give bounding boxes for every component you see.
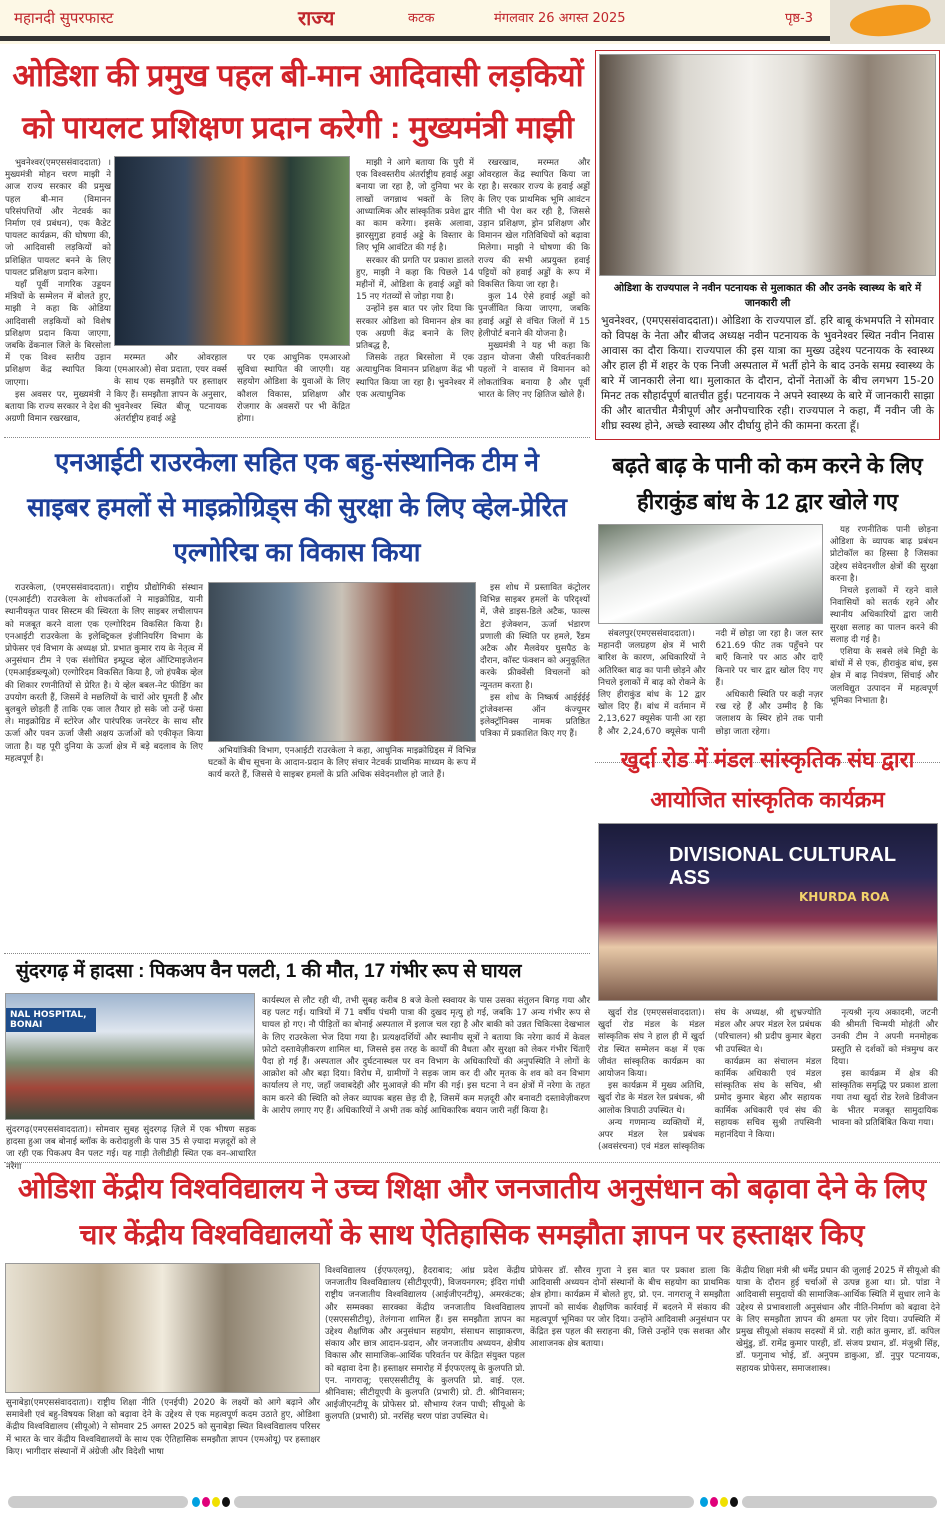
- headline-nit-rourkela: एनआईटी राउरकेला सहित एक बहु-संस्थानिक टीम ने साइबर हमलों से माइक्रोग्रिड्स की सुरक्षा के लिए व्हेल-प्रेरित एल्गोरिद्म का विकास किया: [27, 447, 567, 567]
- article-university-col2: प्रोफेसर डॉ. सौरव गुप्ता ने इस बात पर प्रकाश डाला कि आदिवासी अध्ययन दोनों संस्थानों के बीच सहयोग का प्राथमिक क्षेत्र होगा। कार्यक्रम में बोलते हुए, प्रो. एन. नागराजू ने समझौता ज्ञापनों को सार्थक शैक्षणिक कार्रवाई में बदलने में संकाय की महत्वपूर्ण भूमिका पर जोर दिया। उन्होंने आदिवासी अनुसंधान पर केंद्रित इस पहल की सराहना की, जिसे उन्होंने एक सशक्त और आशाजनक क्षेत्र बताया।: [530, 1266, 730, 1350]
- cultural-event-photo: [598, 823, 938, 1001]
- paragraph: निचले इलाकों में रहने वाले निवासियों को सतर्क रहने और स्थानीय अधिकारियों द्वारा जारी सुरक्षा सलाह का पालन करने की सलाह दी गई है।: [830, 586, 938, 645]
- headline-hirakud: बढ़ते बाढ़ के पानी को कम करने के लिए हीराकुंड बांध के 12 द्वार खोले गए: [612, 453, 923, 514]
- headline-central-university: ओडिशा केंद्रीय विश्वविद्यालय ने उच्च शिक्षा और जनजातीय अनुसंधान को बढ़ावा देने के लिए चार केंद्रीय विश्वविद्यालयों के साथ ऐतिहासिक समझौता ज्ञापन पर हस्ताक्षर किए: [17, 1173, 927, 1250]
- registration-dot-cyan: [192, 1497, 200, 1507]
- paragraph: कुल 14 ऐसे हवाई अड्डों को पुनर्जीवित किया जाएगा, जबकि हवाई अड्डों से वंचित जिलों में 15 हेलीपोर्ट बनाने की योजना है।: [478, 292, 590, 339]
- article-nit-col1: [5, 582, 203, 950]
- paragraph: मुख्यमंत्री ने यह भी कहा कि उड़ान योजना जैसी परिवर्तनकारी पहलों ने वास्तव में विमानन को लोकतांत्रिक बनाया है और पूर्वी भारत के लिए नए क्षितिज खोले हैं।: [478, 341, 590, 400]
- section-name: राज्य: [298, 6, 335, 30]
- governor-visit-headline: ओडिशा के राज्यपाल ने नवीन पटनायक से मुलाकात की और उनके स्वास्थ्य के बारे में जानकारी ली: [613, 283, 922, 309]
- registration-dot-yellow: [720, 1497, 728, 1507]
- paragraph: संबलपुर(एमएससंवाददाता)। महानदी जलग्रहण क्षेत्र में भारी बारिश के कारण, अधिकारियों ने अतिरिक्त बाढ़ का पानी छोड़ने और निचले इलाकों में बाढ़ को रोकने के लिए हीराकुंड बांध के 12 द्वार खोल दिए हैं। बांध में वर्तमान में 2,13,627 क्यूसेक पानी आ रहा है और 2,24,670 क्यूसेक पानी नदी में छोड़ा जा रहा है। जल स्तर 621.69 फीट तक पहुँचने पर बाएँ किनारे पर आठ और दाएँ किनारे पर चार द्वार खोल दिए गए हैं।: [598, 629, 823, 737]
- registration-dot-black: [730, 1497, 738, 1507]
- masthead-rule: [0, 36, 830, 41]
- paragraph: अधिकारी स्थिति पर कड़ी नज़र रख रहे हैं और उम्मीद है कि जलाशय के स्थिर होने तक पानी छोड़ा जाता रहेगा।: [715, 690, 823, 737]
- event-banner-subtext: KHURDA ROA: [799, 890, 890, 904]
- chief-minister-photo: [114, 156, 350, 346]
- date: मंगलवार 26 अगस्त 2025: [494, 11, 626, 26]
- headline-bmaan: ओडिशा की प्रमुख पहल बी-मान आदिवासी लड़कियों को पायलट प्रशिक्षण प्रदान करेगी : मुख्यमंत्री माझी: [12, 58, 584, 145]
- odisha-map-icon: [830, 0, 945, 44]
- paragraph: पर एक आधुनिक एमआरओ सुविधा स्थापित की जाएगी। यह सहयोग ओडिशा के युवाओं के लिए कौशल विकास, प्रशिक्षण और रोजगार के अवसरों पर भी केंद्रित होगा।: [237, 353, 350, 425]
- article-university-lead: सुनाबेड़ा(एमएससंवाददाता)। राष्ट्रीय शिक्षा नीति (एनईपी) 2020 के लक्ष्यों को आगे बढ़ाने और समावेशी एवं बहु-विषयक शिक्षा को बढ़ावा देने के उद्देश्य से एक महत्वपूर्ण कदम उठाते हुए, ओडिशा केंद्रीय विश्वविद्यालय (सीयूओ) ने सोमवार 25 अगस्त 2025 को सुनाबेड़ा स्थित विश्वविद्यालय परिसर में भारत के चार केंद्रीय विश्वविद्यालयों के साथ एक ऐतिहासिक समझौता ज्ञापन (एमओयू) पर हस्ताक्षर किए। भागीदार संस्थानों में अंग्रेजी और विदेशी भाषा: [6, 1398, 320, 1457]
- article-bmaan-col2: [114, 352, 350, 430]
- governor-visit-body: भुवनेश्वर, (एमएससंवाददाता)। ओडिशा के राज्यपाल डॉ. हरि बाबू कंभमपति ने सोमवार को विपक्ष के नेता और बीजद अध्यक्ष नवीन पटनायक के भुवनेश्वर स्थित नवीन निवास आवास का दौरा किया। राज्यपाल की इस यात्रा का मुख्य उद्देश्य पटनायक के स्वास्थ्य और हाल ही में शहर के एक निजी अस्पताल में भर्ती होने के बाद उनके समग्र स्वास्थ्य के बारे में जानकारी लेना था। मुलाकात के दौरान, दोनों नेताओं के बीच लगभग 15-20 मिनट तक सौहार्दपूर्ण बातचीत हुई। पटनायक ने अपने स्वास्थ्य के बारे में जानकारी साझा की और बातचीत मैत्रीपूर्ण और अनौपचारिक रही। राज्यपाल ने कहा, मैं नवीन जी के शीघ्र स्वस्थ होने, अच्छे स्वास्थ्य और दीर्घायु होने की कामना करता हूँ।: [601, 315, 934, 432]
- divider: [4, 953, 590, 954]
- paragraph: इस कार्यक्रम में क्षेत्र की सांस्कृतिक समृद्धि पर प्रकाश डाला गया तथा खुर्दा रोड रेलवे डिवीजन के भीतर मजबूत सामुदायिक भावना को प्रतिबिंबित किया गया।: [831, 1069, 938, 1128]
- paragraph: इस कार्यक्रम में मुख्य अतिथि, खुर्दा रोड के मंडल रेल प्रबंधक, श्री आलोक त्रिपाठी उपस्थित थे।: [598, 1081, 705, 1116]
- headline-sundargarh: सुंदरगढ़ में हादसा : पिकअप वैन पलटी, 1 की मौत, 17 गंभीर रूप से घायल: [16, 961, 522, 982]
- event-banner-text: DIVISIONAL CULTURAL ASS: [669, 844, 896, 889]
- paragraph: इस अवसर पर, मुख्यमंत्री ने बताया कि राज्य सरकार ने देश की अग्रणी विमान रखरखाव,: [5, 389, 111, 425]
- article-bmaan-col4: [478, 157, 590, 429]
- article-sundargarh-lead: सुंदरगढ़(एमएससंवाददाता)। सोमवार सुबह सुंदरगढ़ ज़िले में एक भीषण सड़क हादसा हुआ जब बोनाई ब्लॉक के करोदाहुली के पास 35 से ज़्यादा मज़दूरों को ले जा रही एक पिकअप वैन पलट गई। यह गाड़ी तेलीडीही स्थित एक वन-आधारित नरेगा: [6, 1125, 256, 1172]
- article-university-col1: विश्वविद्यालय (ईएफएलयू), हैदराबाद; आंध्र प्रदेश केंद्रीय जनजातीय विश्वविद्यालय (सीटीयूएपी), विजयनगरम; इंदिरा गांधी राष्ट्रीय जनजातीय विश्वविद्यालय (आईजीएनटीयू), अमरकंटक; और सम्मक्का सारक्का केंद्रीय जनजातीय विश्वविद्यालय (एसएससीटीयू), तेलंगाना शामिल हैं। इस समझौता ज्ञापन का उद्देश्य शैक्षणिक और अनुसंधान सहयोग, संसाधन साझाकरण, संकाय और छात्र आदान-प्रदान, और जनजातीय अध्ययन, क्षेत्रीय विकास और सामाजिक-आर्थिक परिवर्तन पर केंद्रित संयुक्त पहल को बढ़ावा देना है। हस्ताक्षर समारोह में ईएफएलयू के कुलपति प्रो. एन. नागराजू; एसएससीटीयू के कुलपति प्रो. वाई. एल. श्रीनिवास; सीटीयूएपी के कुलपति (प्रभारी) प्रो. टी. श्रीनिवासन; आईजीएनटीयू के प्रोफेसर प्रो. सौभाग्य रंजन पाधी; सीयूओ के कुलपति (प्रभारी) प्रो. नरसिंह चरण पांडा उपस्थित थे।: [325, 1266, 525, 1423]
- article-nit-col3: [480, 582, 590, 950]
- registration-dot-yellow: [212, 1497, 220, 1507]
- paragraph: रखरखाव, मरम्मत और ओवरहाल केंद्र स्थापित किया जा रहा है। सरकार राज्य के हवाई अड्डों के लिए एक प्राथमिक भूमि आवंटन नीति भी पेश कर रही है, जिससे उड़ान प्रशिक्षण, ड्रोन प्रशिक्षण और विमानन खेल गतिविधियों को बढ़ावा मिलेगा। माझी ने घोषणा की कि राज्य की सभी अप्रयुक्त हवाई पट्टियों को हवाई अड्डों के रूप में विकसित किया जा रहा है।: [478, 158, 590, 291]
- paragraph: नृत्यश्री नृत्य अकादमी, जटनी की श्रीमती चिन्मयी मोहंती और उनकी टीम ने अपनी मनमोहक प्रस्तुति से दर्शकों को मंत्रमुग्ध कर दिया।: [831, 1008, 938, 1067]
- governor-visit-box: [595, 50, 940, 440]
- paragraph: भुवनेश्वर(एमएससंवाददाता) । मुख्यमंत्री मोहन चरण माझी ने आज राज्य सरकार की प्रमुख पहल बी-मान (विमानन परिसंपत्तियों और नेटवर्क का निर्माण एवं प्रबंधन), एक कैडेट पायलट कार्यक्रम, की घोषणा की, जो आदिवासी लड़कियों को प्रशिक्षित पायलट बनने के लिए पायलट प्रशिक्षण प्रदान करेगा।: [5, 158, 111, 278]
- hospital-sign: NAL HOSPITAL, BONAI: [6, 1008, 96, 1032]
- page-number: पृष्ठ-3: [785, 11, 814, 26]
- newspaper-name: महानदी सुपरफास्ट: [14, 9, 114, 27]
- paragraph: कार्यक्रम का संचालन मंडल कार्मिक अधिकारी एवं मंडल सांस्कृतिक संघ के सचिव, श्री प्रमोद कुमार बेहरा और सहायक कार्मिक अधिकारी एवं संघ की सहायक सचिव सुश्री तपस्विनी महानंदिया ने किया।: [714, 1056, 822, 1141]
- registration-dot-magenta: [710, 1497, 718, 1507]
- paragraph: यह रणनीतिक पानी छोड़ना ओडिशा के व्यापक बाढ़ प्रबंधन प्रोटोकॉल का हिस्सा है जिसका उद्देश्य संवेदनशील क्षेत्रों की सुरक्षा करना है।: [830, 525, 938, 584]
- headline-khurda-road: खुर्दा रोड में मंडल सांस्कृतिक संघ द्वारा आयोजित सांस्कृतिक कार्यक्रम: [620, 747, 915, 812]
- paragraph: मरम्मत और ओवरहाल (एमआरओ) सेवा प्रदाता, एयर वर्क्स के साथ एक समझौते पर हस्ताक्षर किए हैं। समझौता ज्ञापन के अनुसार, भुवनेश्वर स्थित बीजू पटनायक अंतर्राष्ट्रीय हवाई अड्डे: [114, 353, 227, 425]
- divider: [4, 1162, 940, 1163]
- paragraph: उन्होंने इस बात पर ज़ोर दिया कि सरकार ओडिशा को विमानन क्षेत्र का एक अग्रणी केंद्र बनाने के लिए प्रतिबद्ध है,: [356, 304, 474, 352]
- paragraph: अभियांत्रिकी विभाग, एनआईटी राउरकेला ने कहा, आधुनिक माइक्रोग्रिड्स में विभिन्न घटकों के बीच सूचना के आदान-प्रदान के लिए संचार नेटवर्क प्राथमिक माध्यम के रूप में कार्य करते हैं, जिससे ये साइबर हमलों के प्रति अधिक संवेदनशील हो जाते हैं।: [208, 746, 476, 781]
- paragraph: सरकार की प्रगति पर प्रकाश डालते हुए, माझी ने कहा कि पिछले 14 महीनों में, ओडिशा के हवाई अड्डों को 15 नए गंतव्यों से जोड़ा गया है।: [356, 255, 474, 303]
- city: कटक: [408, 11, 435, 26]
- article-sundargarh-body: कार्यस्थल से लौट रही थी, तभी सुबह करीब 8 बजे केलो स्क्वायर के पास उसका संतुलन बिगड़ गया और वह पलट गई। यात्रियों में 71 वर्षीय पंचमी पात्रा की दुखद मृत्यु हो गई, जबकि 17 अन्य गंभीर रूप से घायल हो गए। नौ पीड़ितों का बोनाई अस्पताल में इलाज चल रहा है और बाकी को उन्नत चिकित्सा देखभाल के लिए राउरकेला भेज दिया गया है। प्रत्यक्षदर्शियों और स्थानीय सूत्रों ने बताया कि नरेगा कार्य में केवल फ़ोटो दस्तावेज़ीकरण शामिल था, जिससे इस तरह के कार्यों की वैधता और सुरक्षा को लेकर गंभीर चिंताएँ पैदा हो गई हैं। अस्पताल और दुर्घटनास्थल पर वन विभाग के अधिकारियों की अनुपस्थिति ने लोगों के आक्रोश को और बढ़ा दिया। विरोध में, ग्रामीणों ने सड़क जाम कर दी और मृतक के शव को वन विभाग कार्यालय ले गए, जहाँ जवाबदेही और मुआवज़े की माँग की गई। इस घटना ने वन क्षेत्रों में नरेगा के तहत काम करने की स्थिति को लेकर व्यापक बहस छेड़ दी है, जिसमें कम मज़दूरी और बनावटी दस्तावेज़ीकरण के आरोप लगाए गए हैं। अधिकारियों ने अभी तक कोई आधिकारिक बयान जारी नहीं किया है।: [262, 996, 590, 1116]
- hirakud-dam-photo: [598, 524, 823, 624]
- registration-dot-cyan: [700, 1497, 708, 1507]
- registration-dot-magenta: [202, 1497, 210, 1507]
- paragraph: खुर्दा रोड (एमएससंवाददाता)। खुर्दा रोड मंडल के मंडल सांस्कृतिक संघ ने हाल ही में खुर्दा रोड स्थित सम्मेलन कक्ष में एक जीवंत सांस्कृतिक कार्यक्रम का आयोजन किया।: [598, 1008, 705, 1080]
- article-hirakud-body-a: [598, 628, 823, 758]
- mou-signing-photo: [5, 1263, 320, 1393]
- paragraph: इस शोध में प्रस्तावित कंट्रोलर विभिन्न साइबर हमलों के परिदृश्यों में, जैसे डाइस-डिले अटैक, फाल्स डेटा इंजेक्शन, ऊर्जा भंडारण प्रणाली की स्थिति पर हमले, रैंडम अटैक और मैलवेयर घुसपैठ के दौरान, कॉस्ट फंक्शन को अनुकूलित करके फ्रीक्वेंसी विचलनों को न्यूनतम करता है।: [480, 583, 590, 691]
- article-university-col3: केंद्रीय शिक्षा मंत्री श्री धर्मेंद्र प्रधान की जुलाई 2025 में सीयूओ की यात्रा के दौरान हुई चर्चाओं से उत्पन्न हुआ था। प्रो. पांडा ने आदिवासी समुदायों की सामाजिक-आर्थिक स्थिति में सुधार लाने के उद्देश्य से प्रभावशाली अनुसंधान और नीति-निर्माण को बढ़ावा देने के लिए समझौता ज्ञापन की क्षमता पर ज़ोर दिया। उपस्थिति में प्रमुख सीयूओ संकाय सदस्यों में प्रो. राही कांत कुमार, डॉ. कपिल खेमुंडु, डॉ. रामेंद्र कुमार पारही, डॉ. संजय प्रधान, डॉ. मंजुश्री सिंह, डॉ. फगुनाथ भोई, डॉ. अनुपम डाकुआ, डॉ. नुपुर पटनायक, सहायक प्रोफेसर, समाजशास्त्र।: [736, 1266, 940, 1374]
- paragraph: जिसके तहत बिरसोला में एक अत्याधुनिक विमानन प्रशिक्षण केंद्र भी स्थापित किया जा रहा है। भुवनेश्वर में एक अत्याधुनिक: [356, 353, 474, 400]
- print-registration-bar: [0, 1496, 945, 1510]
- paragraph: माझी ने आगे बताया कि पुरी में एक विश्वस्तरीय अंतर्राष्ट्रीय हवाई अड्डा बनाया जा रहा है, जो दुनिया भर के लाखों जगन्नाथ भक्तों के लिए आध्यात्मिक और सांस्कृतिक प्रवेश द्वार का काम करेगा। इसके अलावा, झारसुगुडा हवाई अड्डे के विस्तार के लिए भूमि आवंटित की गई है।: [356, 158, 474, 254]
- article-khurda-body: [598, 1007, 938, 1159]
- article-bmaan-col3: [356, 157, 474, 429]
- paragraph: इस शोध के निष्कर्ष आईईईई ट्रांजेक्शन्स ऑन कंज्यूमर इलेक्ट्रॉनिक्स नामक प्रतिष्ठित पत्रिका में प्रकाशित किए गए हैं।: [480, 692, 590, 740]
- registration-dot-black: [222, 1497, 230, 1507]
- article-hirakud-body-b: [830, 524, 938, 758]
- article-bmaan-col1: [5, 157, 111, 429]
- nit-researchers-photo: [208, 582, 476, 742]
- divider: [4, 437, 590, 438]
- paragraph: अन्य गणमान्य व्यक्तियों में, अपर मंडल रेल प्रबंधक (अवसंरचना) एवं मंडल सांस्कृतिक संघ के अध्यक्ष, श्री शुभ्रज्योति मंडल और अपर मंडल रेल प्रबंधक (परिचालन) श्री प्रदीप कुमार बेहरा भी उपस्थित थे।: [598, 1008, 822, 1153]
- paragraph: राउरकेला, (एमएससंवाददाता)। राष्ट्रीय प्रौद्योगिकी संस्थान (एनआईटी) राउरकेला के शोधकर्ताओं ने माइक्रोग्रिड, यानी स्थानीयकृत पावर सिस्टम की स्थिरता के लिए साइबर लचीलापन को मजबूत करने वाला एक एल्गोरिदम विकसित किया है। एनआईटी राउरकेला के इलेक्ट्रिकल इंजीनियरिंग विभाग के प्रोफेसर एवं विभाग के अध्यक्ष प्रो. प्रभात कुमार राय के नेतृत्व में अनुसंधान टीम ने एक संशोधित इम्प्रूव्ड व्हेल ऑप्टिमाइजेशन (एमआईडब्ल्यूओ) एल्गोरिदम विकसित किया है, जो हंपबैक व्हेल की शिकार रणनीतियों से प्रेरित है। ये व्हेल बबल-नेट फीडिंग का उपयोग करती हैं, जिसमें वे मछलियों के चारों ओर घूमती हैं और बुलबुले छोड़ती हैं ताकि एक जाल तैयार हो सके जो उन्हें फंसा ले। माइक्रोग्रिड में स्टोरेज और पारंपरिक जनरेटर के साथ सौर ऊर्जा और पवन ऊर्जा जैसी अक्षय ऊर्जाओं को एकीकृत किया जाता है। यह पूरी दुनिया के ऊर्जा क्षेत्र में बड़े बदलाव के लिए महत्वपूर्ण है।: [5, 583, 203, 764]
- paragraph: एशिया के सबसे लंबे मिट्टी के बांधों में से एक, हीराकुंड बांध, इस क्षेत्र में बाढ़ नियंत्रण, सिंचाई और जलविद्युत उत्पादन में महत्वपूर्ण भूमिका निभाता है।: [830, 647, 938, 706]
- article-nit-col2: [208, 745, 476, 950]
- hospital-crowd-photo: [5, 993, 255, 1120]
- paragraph: यहाँ पूर्वी नागरिक उड्डयन मंत्रियों के सम्मेलन में बोलते हुए, माझी ने कहा कि ओडिया आदिवासी लड़कियों को विशेष प्रशिक्षण प्रदान किया जाएगा, जबकि ढेंकनाल जिले के बिरसोला में एक विश्व स्तरीय उड़ान प्रशिक्षण केंद्र स्थापित किया जाएगा।: [5, 280, 111, 388]
- governor-meeting-photo: [599, 54, 936, 276]
